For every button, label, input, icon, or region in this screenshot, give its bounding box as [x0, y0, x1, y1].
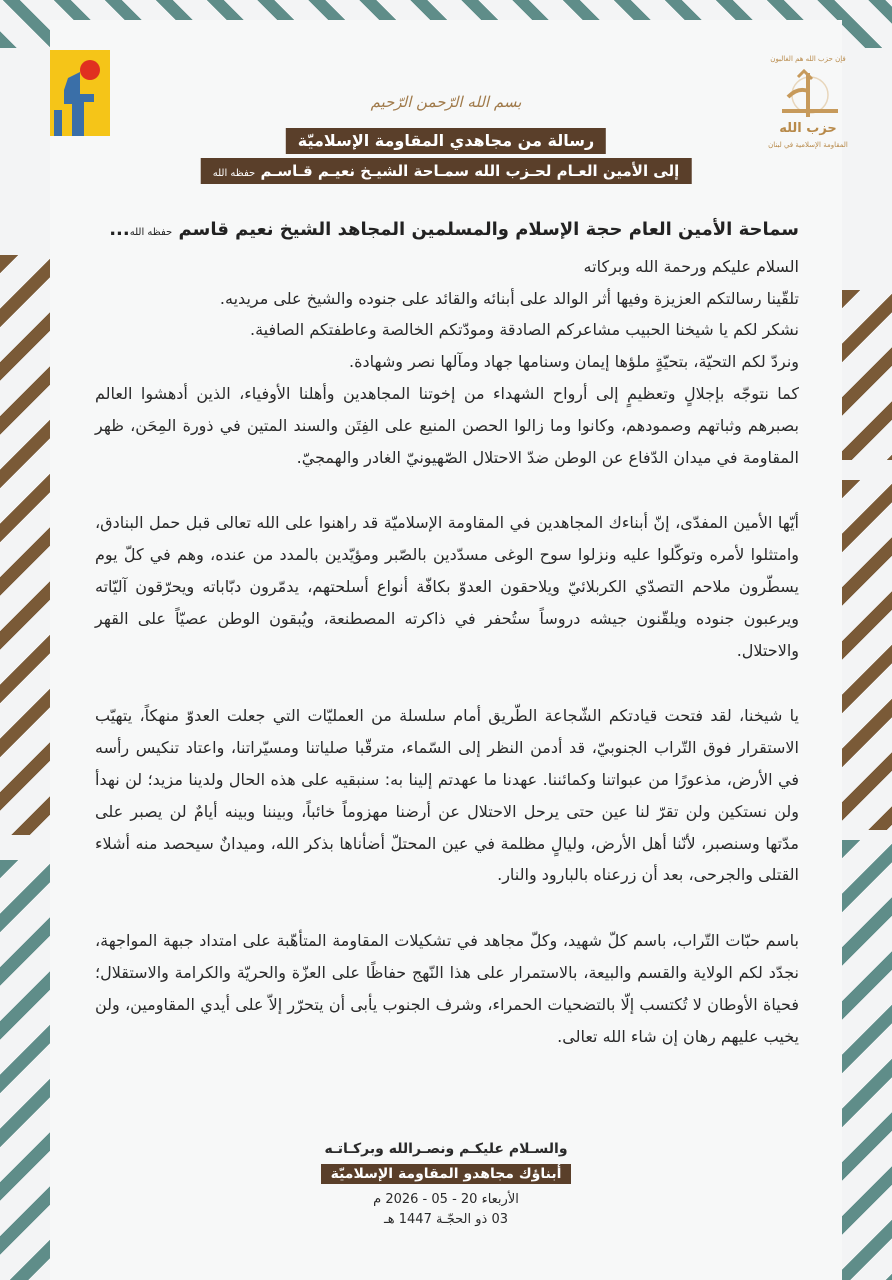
paragraph-4: كما نتوجّه بإجلالٍ وتعظيمٍ إلى أرواح الشهداء من إخوتنا المجاهدين وأهلنا الأوفياء، الذين أدهشوا العالم بصبرهم وثباتهم وصمودهم، وكانوا وما زالوا الحصن المنيع على الفِتَن والسند المتين في ذورة المِحَن، ظهر المقاومة في ميدان الدّفاع عن الوطن ضدّ الاحتلال الصّهيونيّ الغادر والهمجيّ.: [95, 383, 799, 467]
emblem-motto: فإن حزب الله هم الغالبون: [770, 55, 846, 63]
letter-closing: [0, 1138, 892, 1230]
emblem-caption: المقاومة الإسلامية في لبنان: [768, 141, 848, 149]
paragraph-7: باسم حبّات التّراب، باسم كلّ شهيد، وكلّ مجاهد في تشكيلات المقاومة المتأهّبة على امتداد جبهة المواجهة، نجدّد لكم الولاية والقسم والبيعة، بالاستمرار على هذا النّهج حفاظًا على العزّة والحريّة والكرامة والاستقلال؛ فحياة الأوطان لا تُكتسب إلّا بالتضحيات الحمراء، وشرف الجنوب يأبى أن يتحرّر إلاّ على أيدي المقاومين، ولن يخيب عليهم رهان إن شاء الله تعالى.: [95, 931, 799, 1046]
greeting: السلام عليكم ورحمة الله وبركاته: [583, 256, 799, 276]
emblem-name: حزب الله: [779, 121, 837, 136]
letter-body: [95, 214, 799, 1052]
recipient-banner: [201, 158, 692, 184]
paragraph-gap: [95, 666, 799, 700]
letter-title-banner: رسالة من مجاهدي المقاومة الإسلاميّة: [286, 128, 606, 154]
date-hijri: 03 ذو الحجّـة 1447 هـ: [383, 1212, 509, 1227]
paragraph-6: يا شيخنا، لقد فتحت قيادتكم الشّجاعة الطّريق أمام سلسلة من العمليّات التي جعلت العدوّ منهكاً، يتهيّب الاستقرار فوق التّراب الجنوبيّ، قد أدمن النظر إلى السّماء، مترقّبا صلياتنا ومسيّراتنا، واعتاد تنكيس رأسه في الأرض، مذعورًا من عبواتنا وكمائننا. عهدنا ما عهدتم إلينا به: سنبقيه على هذه الحال ولدينا مزيد؛ لن نهدأ ولن نستكين ولن تقرّ لنا عين حتى يرحل الاحتلال عن أرضنا مهزوماً خائباً، وبيننا وبينه أيامٌ لن يصبر على مدّتها وسنصبر، لأنّنا أهل الأرض، وليالٍ مظلمة في عين المحتلّ أضأناها بذكر الله، وميدانٌ سيحصد منه أشلاء القتلى والجرحى، بعد أن زرعناه بالبارود والنار.: [95, 706, 799, 885]
paragraph-gap: [95, 891, 799, 925]
basmala: بسم الله الرّحمن الرّحيم: [370, 93, 522, 111]
right-brown-stripes-top: [842, 290, 892, 460]
heading-ellipsis: ...: [109, 219, 130, 240]
right-brown-stripes-mid: [842, 480, 892, 830]
heading-honorific: حفظه الله: [129, 227, 173, 238]
paragraph-1: تلقّينا رسالتكم العزيزة وفيها أثر الوالد على أبنائه والقائد على جنوده والشيخ على مريديه.: [219, 288, 799, 308]
closing-salutation: والسـلام عليكـم ونصـرالله وبركـاتـه: [324, 1141, 568, 1157]
paragraph-gap: [95, 473, 799, 507]
paragraph-2: نشكر لكم يا شيخنا الحبيب مشاعركم الصادقة ومودّتكم الخالصة وعاطفتكم الصافية.: [250, 320, 799, 340]
paragraph-3: ونردّ لكم التحيّة، بتحيّةٍ ملؤها إيمان وسنامها جهاد ومآلها نصر وشهادة.: [349, 352, 799, 372]
date-block: [0, 1190, 892, 1230]
heading-text: سماحة الأمين العام حجة الإسلام والمسلمين المجاهد الشيخ نعيم قاسم: [178, 219, 799, 240]
date-gregorian: الأربعاء 20 - 05 - 2026 م: [373, 1192, 519, 1207]
letter-heading: [95, 214, 799, 249]
recipient-text: إلى الأمين العـام لحـزب الله سمـاحة الشيـخ نعيـم قـاسـم: [260, 162, 680, 180]
paragraph-5: أيّها الأمين المفدّى، إنّ أبناءك المجاهدين في المقاومة الإسلاميّة قد راهنوا على الله تعالى قبل حمل البنادق، وامتثلوا لأمره وتوكّلوا عليه ونزلوا سوح الوغى مسدّدين بالصّبر ومؤيّدين بالمدد من عنده، وهم في كلّ يوم يسطّرون ملاحم التصدّي الكربلائيّ ويلاحقون العدوّ بكافّة أنواع أسلحتهم، يدمّرون دبّاباته ويحرّقون آليّاته ويرعبون جنوده ويلقّنون جيشه دروساً ستُحفر في ذاكرته المصطنعة، ويُبقون الوطن عصيّاً على القهر والاحتلال.: [95, 513, 799, 660]
signature-badge: أبناؤك مجاهدو المقاومة الإسلاميّة: [321, 1164, 572, 1184]
recipient-honorific: حفظه الله: [212, 168, 256, 179]
left-brown-stripes: [0, 255, 50, 835]
